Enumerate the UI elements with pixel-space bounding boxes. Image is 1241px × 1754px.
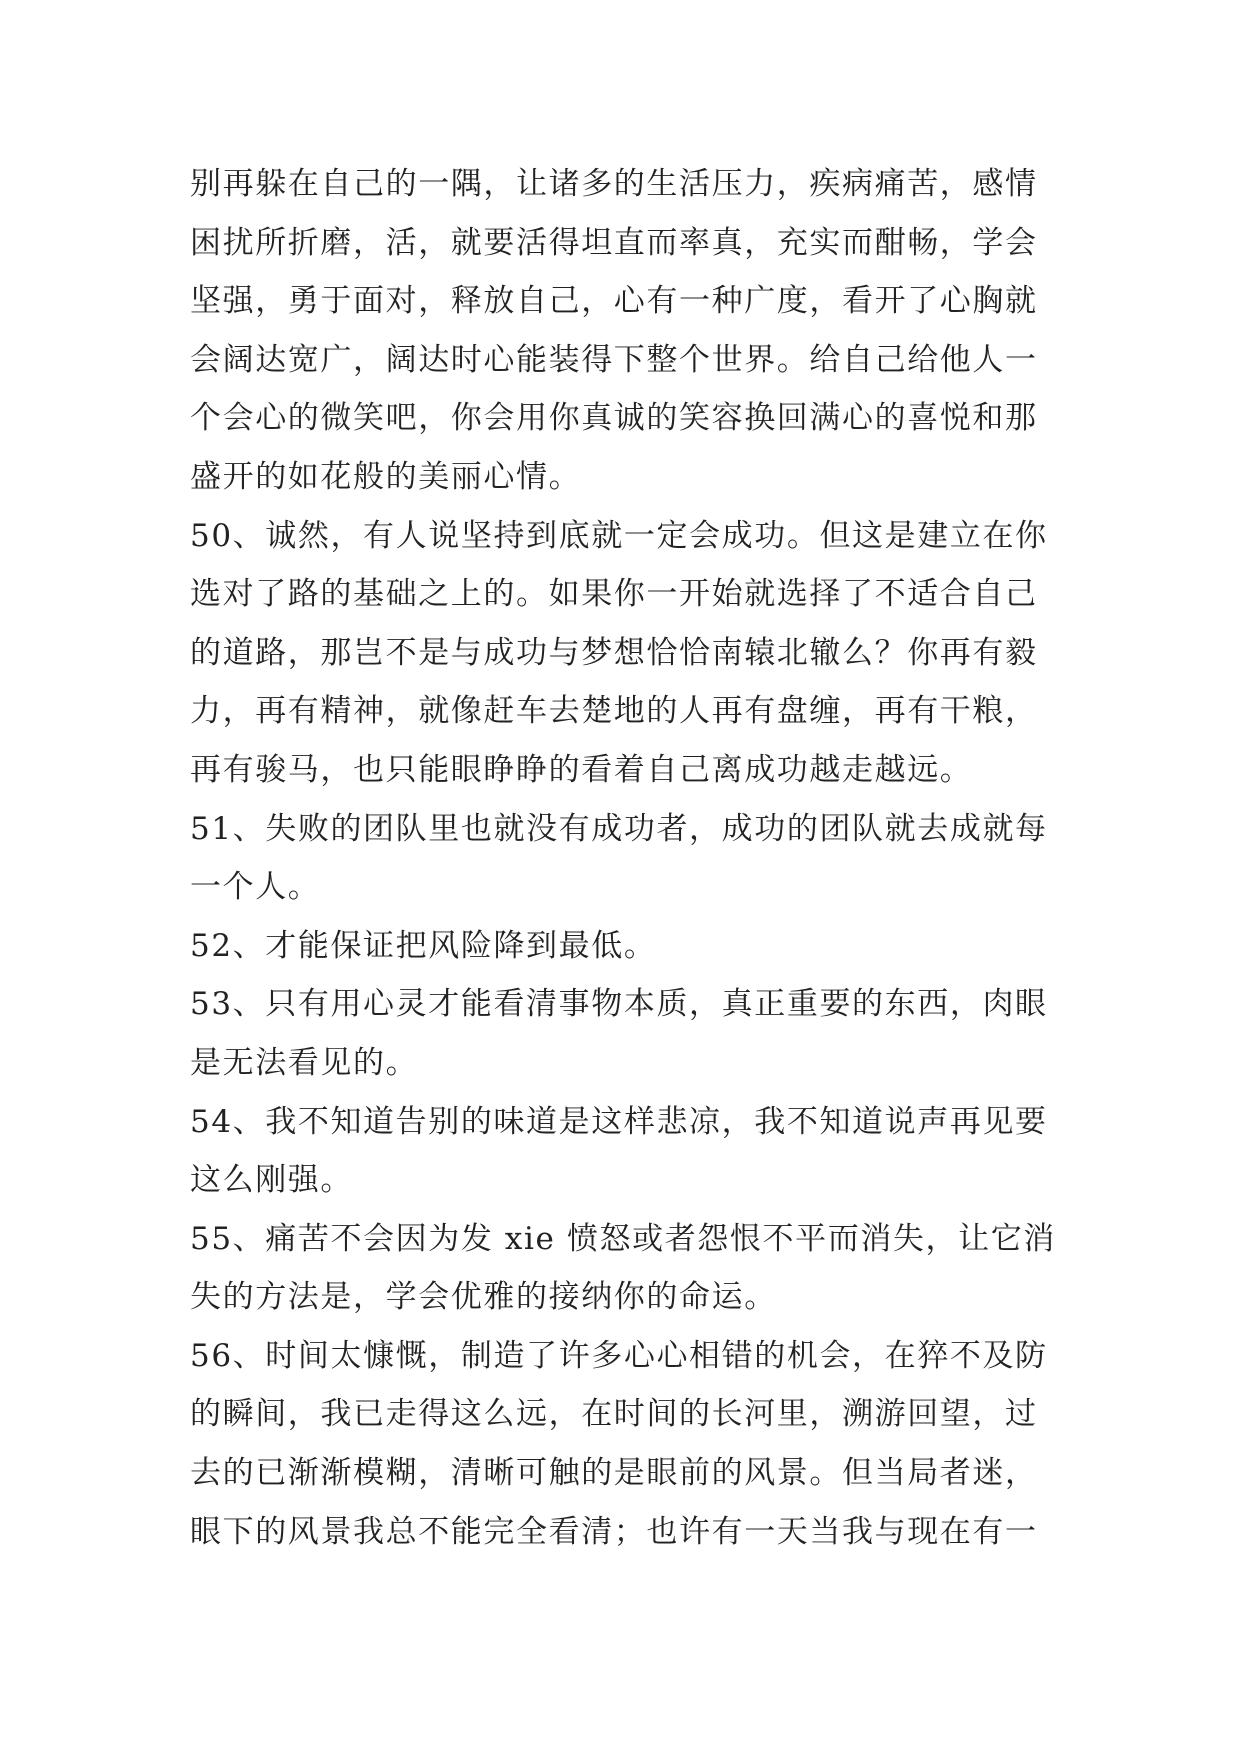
text-line: 55、痛苦不会因为发 xie 愤怒或者怨恨不平而消失，让它消: [190, 1220, 1056, 1257]
text-line: 的道路，那岂不是与成功与梦想恰恰南辕北辙么？你再有毅: [190, 634, 1038, 671]
text-line: 盛开的如花般的美丽心情。: [190, 458, 582, 495]
text-line: 会阔达宽广，阔达时心能装得下整个世界。给自己给他人一: [190, 341, 1038, 378]
body-text: [190, 155, 1070, 1561]
text-line: 56、时间太慷慨，制造了许多心心相错的机会，在猝不及防: [190, 1337, 1048, 1374]
text-line: 这么刚强。: [190, 1162, 353, 1199]
text-line: 再有骏马，也只能眼睁睁的看着自己离成功越走越远。: [190, 751, 973, 788]
text-line: 54、我不知道告别的味道是这样悲凉，我不知道说声再见要: [190, 1103, 1048, 1140]
text-line: 选对了路的基础之上的。如果你一开始就选择了不适合自己: [190, 576, 1038, 613]
text-line: 52、才能保证把风险降到最低。: [190, 927, 657, 964]
text-line: 50、诚然，有人说坚持到底就一定会成功。但这是建立在你: [190, 517, 1048, 554]
text-line: 53、只有用心灵才能看清事物本质，真正重要的东西，肉眼: [190, 986, 1048, 1023]
text-line: 一个人。: [190, 869, 321, 906]
text-line: 是无法看见的。: [190, 1044, 419, 1081]
text-line: 别再躲在自己的一隅，让诸多的生活压力，疾病痛苦，感情: [190, 166, 1038, 202]
text-line: 51、失败的团队里也就没有成功者，成功的团队就去成就每: [190, 810, 1048, 847]
text-line: 的瞬间，我已走得这么远，在时间的长河里，溯游回望，过: [190, 1396, 1038, 1433]
text-line: 失的方法是，学会优雅的接纳你的命运。: [190, 1279, 777, 1316]
text-line: 力，再有精神，就像赶车去楚地的人再有盘缠，再有干粮，: [190, 693, 1038, 730]
text-line: 个会心的微笑吧，你会用你真诚的笑容换回满心的喜悦和那: [190, 400, 1038, 437]
text-line: 去的已渐渐模糊，清晰可触的是眼前的风景。但当局者迷，: [190, 1455, 1038, 1492]
text-line: 眼下的风景我总不能完全看清；也许有一天当我与现在有一: [190, 1513, 1038, 1550]
text-line: 坚强，勇于面对，释放自己，心有一种广度，看开了心胸就: [190, 283, 1038, 320]
text-line: 困扰所折磨，活，就要活得坦直而率真，充实而酣畅，学会: [190, 224, 1038, 261]
